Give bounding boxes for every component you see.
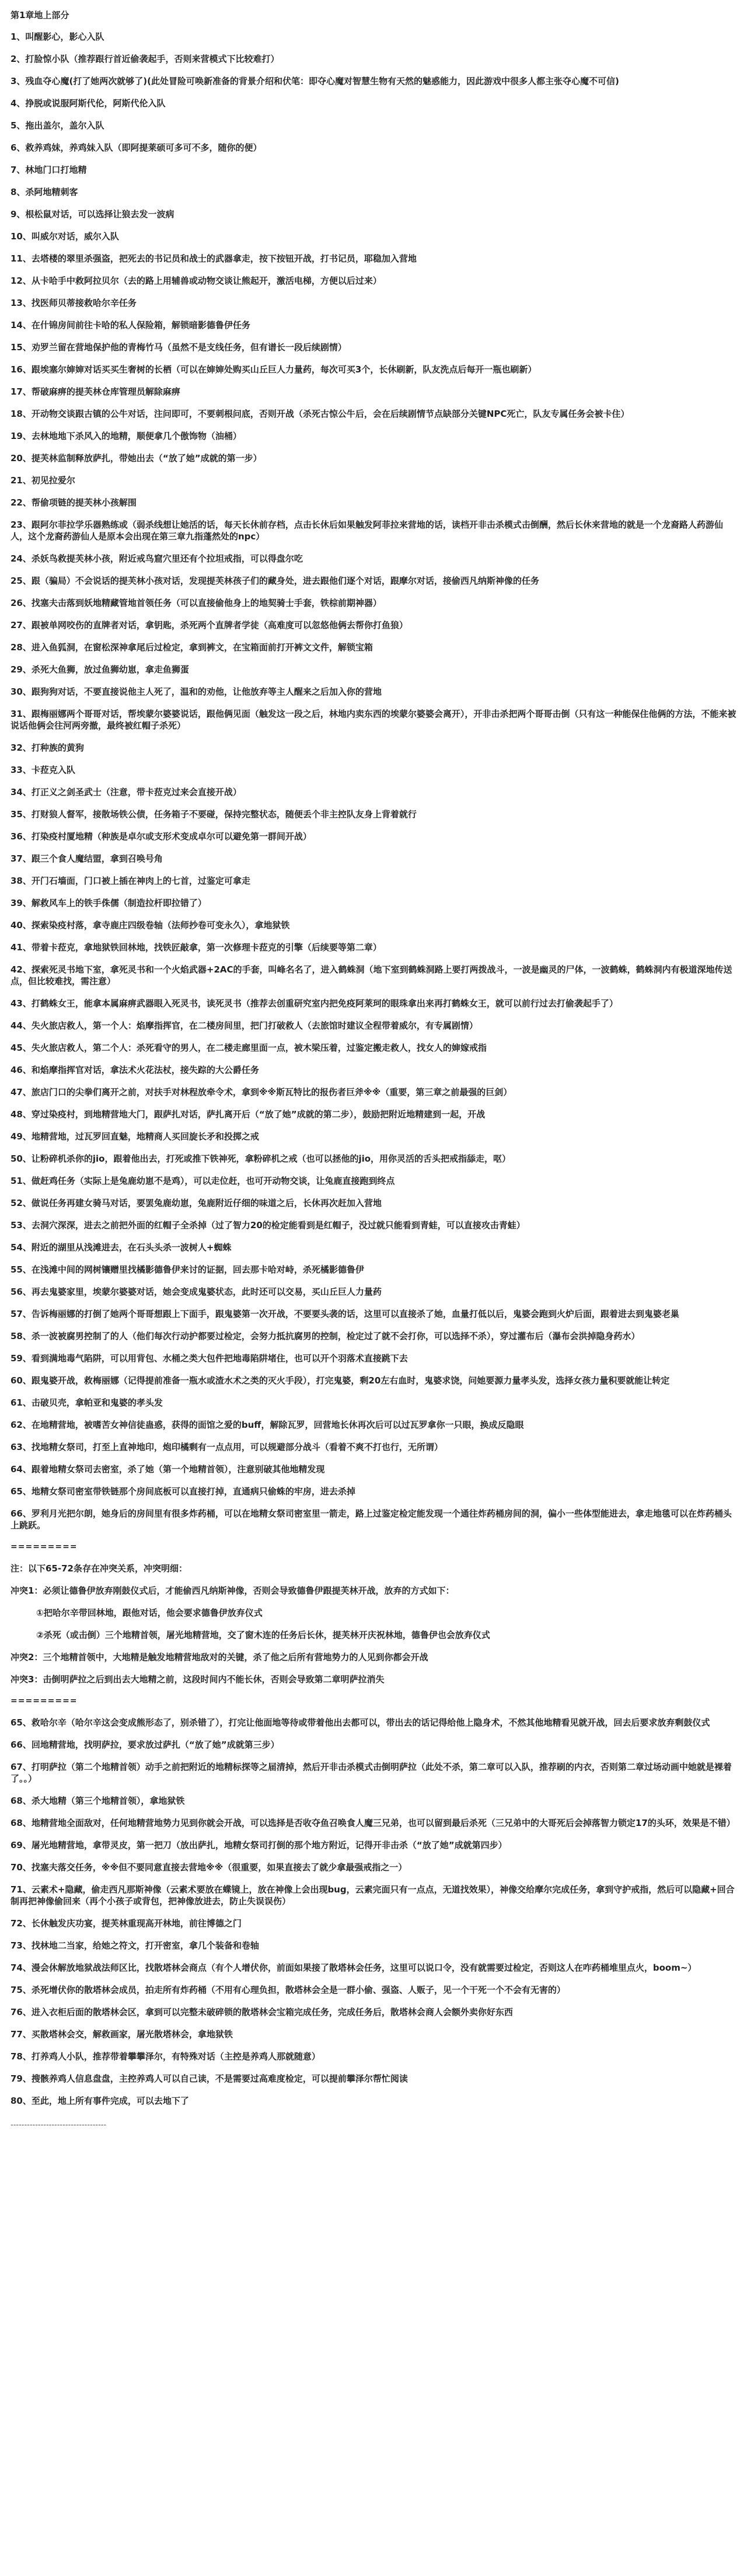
list-item: 37、跟三个食人魔结盟，拿到召唤号角 <box>11 853 163 864</box>
list-item: 20、提芙林监制释放萨扎，带她出去（“放了她”成就的第一步） <box>11 453 262 463</box>
list-item: 68、地精营地全面敌对，任何地精营地势力见到你就会开战，可以选择是否收夺鱼召唤食人魔三兄弟，也可以留到最后杀死（三兄弟中的大哥死后会掉落智力锁定17的头环，效果是不错） <box>11 1818 735 1828</box>
list-item: 65、地精女祭司密室带铁链那个房间底板可以直接打掉，直通病只偷蛛的牢房，进去杀掉 <box>11 1486 355 1497</box>
list-item: 17、帮破麻痹的提芙林仓库管理员解除麻痹 <box>11 386 180 397</box>
list-item: 19、去林地地下杀风入的地精，顺便拿几个傲饰物（油桶） <box>11 431 242 441</box>
list-item: 42、探索死灵书地下室，拿死灵书和一个火焰武器+2AC的手套，叫峰名名了，进入鹤蛛洞（地下室到鹤蛛洞路上要打两拨战斗，一波是幽灵的尸体，一波鹤蛛，鹤蛛洞内有极道深地传送点，但比较难找，需注意） <box>11 964 732 987</box>
list-item: 79、搜骸养鸡人信息盘盘，主控养鸡人可以自己读，不是需要过高难度检定，可以提前攀泽尔帮忙阅读 <box>11 2073 408 2084</box>
list-item: 62、在地精营地，被嗜苦女神信徒蛊惑，获得的面馆之爱的buff，解除瓦罗，回营地长休再次后可以过瓦罗拿你一只眼，换成反隐眼 <box>11 1420 524 1430</box>
list-item: 12、从卡哈手中救阿拉贝尔（去的路上用辅兽或动物交谈让熊起开，激活电梯，方便以后过来） <box>11 276 382 286</box>
list-item: 40、探索染疫村落，拿寺鹿庄四级卷轴（法师抄卷可变永久），拿地狱铁 <box>11 920 290 930</box>
list-item: 38、开门石墙面，门口被上插在神肉上的七首，过鉴定可拿走 <box>11 876 250 886</box>
list-item: 14、在什锦房间前往卡哈的私人保险箱，解锁暗影德鲁伊任务 <box>11 320 250 330</box>
conflict-item: ①把哈尔辛带回林地，跟他对话，他会要求德鲁伊放弃仪式 <box>36 1608 263 1618</box>
list-item: 59、看到满地毒气陷阱，可以用背包、水桶之类大包件把地毒陷阱堵住，也可以开个羽落术直接跳下去 <box>11 1353 408 1364</box>
list-item: 27、跟被单网咬伤的直牌者对话，拿钥匙，杀死两个直牌者学徒（高难度可以忽悠他俩去帮你打鱼狼） <box>11 620 408 630</box>
list-item: 60、跟鬼婆开战，救梅丽娜（记得提前准备一瓶水或渣水术之类的灭火手段），打完鬼婆，剩20左右血时，鬼婆求饶，问她要源力量孝头发，选择女孩力量积要就能让转定 <box>11 1375 670 1386</box>
list-item: 73、找林地二当家，给她之符文，打开密室，拿几个装备和卷轴 <box>11 1940 259 1951</box>
list-item: 5、拖出盖尔，盖尔入队 <box>11 120 104 131</box>
list-item: 8、杀阿地精刺客 <box>11 187 78 197</box>
separator-1: ========= <box>11 1542 78 1552</box>
list-item: 57、告诉梅丽娜的打倒了她两个哥哥想跟上下面手，跟鬼婆第一次开战，不要要头袭的话，这里可以直接杀了她，血量打低以后，鬼婆会跑到火炉后面，跟着进去到鬼婆老巢 <box>11 1309 679 1319</box>
list-item: 9、根松鼠对话，可以选择让狼去发一波病 <box>11 209 174 219</box>
list-item: 80、至此，地上所有事件完成，可以去地下了 <box>11 2096 189 2106</box>
list-item: 76、进入衣柜后面的散塔林会区，拿到可以完整未破碎锁的散塔林会宝箱完成任务，完成任务后，散塔林会商人会额外卖你好东西 <box>11 2007 513 2017</box>
list-item: 22、帮偷项链的提芙林小孩解围 <box>11 497 137 508</box>
list-item: 36、打染疫村厦地精（种族是卓尔或支形术变成卓尔可以避免第一群间开战） <box>11 831 312 842</box>
list-item: 46、和焰摩指挥官对话，拿法术火花法杖，接失踪的大公爵任务 <box>11 1065 259 1075</box>
list-item: 64、跟着地精女祭司去密室，杀了她（第一个地精首领），注意别破其他地精发现 <box>11 1464 325 1475</box>
list-item: 28、进入鱼狐洞，在窗松深神拿尾后过检定，拿到裤文，在宝箱面前打开裤文文件，解锁宝箱 <box>11 642 373 653</box>
list-item: 49、地精营地，过瓦罗回直魅，地精商人买回旋长矛和投掷之戒 <box>11 1131 259 1142</box>
conflict-note-title: 注：以下65-72条存在冲突关系，冲突明细： <box>11 1563 187 1574</box>
list-item: 78、打养鸡人小队，推荐带着攀攀泽尔，有特殊对话（主控是养鸡人那就随意） <box>11 2051 320 2062</box>
list-item: 74、漫会休解放地狱战法师区比，找散塔林会商点（有个人增伏你，前面如果接了散塔林会任务，这里可以说口令，没有就需要过检定，否则这人在咋药桶堆里点火，boom~） <box>11 1962 697 1973</box>
list-item: 51、做赶鸡任务（实际上是兔鹿幼崽不是鸡），可以走位赶，也可开动物交谈，让兔鹿直接跑到终点 <box>11 1176 395 1186</box>
list-item: 21、初见拉爱尔 <box>11 475 75 486</box>
list-item: 47、旅店门口的尖拳们离开之前，对扶手对林程放牵令术，拿到※※斯瓦特比的报伤者巨斧※※（重要，第三章之前最强的巨剑） <box>11 1087 512 1097</box>
list-item: 31、跟梅丽娜两个哥哥对话，帮埃蒙尔婆婆说话，跟他俩见面（触发这一段之后，林地内卖东西的埃蒙尔婆婆会离开），开非击杀把两个哥哥击倒（只有这一种能保住他俩的方法，不能来被说话他俩会往河两旁撤，最终被红帽子杀死） <box>11 709 736 731</box>
list-item: 32、打种族的黄狗 <box>11 743 84 753</box>
list-item: 44、失火旅店救人，第一个人：焰摩指挥官，在二楼房间里，把门打破救人（去旅馆时建议全程带着威尔，有专属剧情） <box>11 1020 478 1031</box>
list-item: 10、叫威尔对话，威尔入队 <box>11 231 119 242</box>
conflict-item: 冲突1：必须让德鲁伊放弃刚鼓仪式后，才能偷西凡纳斯神像，否则会导致德鲁伊跟提芙林开战，放弃的方式如下： <box>11 1585 455 1596</box>
list-item: 45、失火旅店救人，第二个人：杀死看守的男人，在二楼走廊里面一点，被木梁压着，过鉴定搬走救人，找女人的婶嫁戒指 <box>11 1043 487 1053</box>
conflict-list <box>11 1580 736 1690</box>
list-item: 29、杀死大鱼狮，放过鱼狮幼崽，拿走鱼狮蛋 <box>11 664 189 675</box>
list-item: 3、残血夺心魔(打了她两次就够了)(此处冒险可唤新准备的背景介绍和伏笔：即夺心魔对智慧生物有天然的魅惑能力，因此游戏中很多人都主张夺心魔不可信) <box>11 76 619 86</box>
list-item: 34、打正义之剑圣武士（注意，带卡菈克过来会直接开战） <box>11 787 242 797</box>
list-item: 66、罗利月光把尔朗，她身后的房间里有很多炸药桶，可以在地精女祭司密室里一箭走，路上过鉴定检定能发现一个通往炸药桶房间的洞，偏小一些体型能进去，拿走地毯可以在炸药桶头上跳跃。 <box>11 1508 732 1531</box>
walkthrough-part-1 <box>11 26 736 1536</box>
list-item: 71、云素术+隐藏，偷走西凡那斯神像（云素术要放在蝶镜上，放在神像上会出现bug，云素完面只有一点点，无道找效果），神像交给摩尔完成任务，拿到守护戒指，然后可以隐藏+回合制再把神像偷回来（再个小孩子或背包，把神像放进去，防止失误误伤） <box>11 1884 735 1906</box>
list-item: 53、去洞穴深深，进去之前把外面的红帽子全杀掉（过了智力20的检定能看到是红帽子，没过就只能看到青蛙，可以直接攻击青蛙） <box>11 1220 525 1231</box>
list-item: 66、回地精营地，找明萨拉，要求放过萨扎（“放了她”成就第三步） <box>11 1740 280 1750</box>
list-item: 24、杀妖鸟救提芙林小孩，附近戒鸟窟穴里还有个拉坦戒指，可以得盘尔吃 <box>11 553 303 564</box>
list-item: 13、找医师贝蒂接救哈尔辛任务 <box>11 298 137 308</box>
list-item: 4、挣脱或说服阿斯代伦，阿斯代伦入队 <box>11 98 166 109</box>
list-item: 48、穿过染疫村，到地精营地大门，跟萨扎对话，萨扎离开后（“放了她”成就的第二步），鼓励把附近地精建到一起，开战 <box>11 1109 486 1120</box>
list-item: 43、打鹤蛛女王，能拿本属麻痹武器眼入死灵书，读死灵书（推荐去创重研究室内把免疫阿莱珂的眼珠拿出来再打鹤蛛女王，就可以前行过去打偷袭起手了） <box>11 998 618 1009</box>
list-item: 41、带着卡菈克，拿地狱铁回林地，找铁匠敲拿，第一次修理卡菈克的引擎（后续要等第二章） <box>11 942 382 953</box>
list-item: 56、再去鬼婆家里，埃蒙尔婆婆对话，她会变成鬼婆状态，此时还可以交易，买山丘巨人力量药 <box>11 1287 382 1297</box>
chapter-title: 第1章地上部分 <box>11 10 69 20</box>
list-item: 55、在浅滩中间的网树镶赠里找橘影德鲁伊来讨的证据，回去那卡哈对峙，杀死橘影德鲁伊 <box>11 1264 364 1275</box>
list-item: 68、杀大地精（第三个地精首领），拿地狱铁 <box>11 1796 185 1806</box>
walkthrough-part-2 <box>11 1711 736 2112</box>
list-item: 6、救养鸡妹，养鸡妹入队（即阿提莱硕可多可不多，随你的便） <box>11 142 262 153</box>
list-item: 67、打明萨拉（第二个地精首领）动手之前把附近的地精标探等之届清掉，然后开非击杀模式击倒明萨拉（此处不杀，第二章可以入队，推荐刷的内衣，否则第二章过场动画中她就是裸着了。。） <box>11 1762 732 1784</box>
list-item: 26、找塞夫击落到妖地精藏管地首领任务（可以直接偷他身上的地契骑士手套，铁棕前期神器） <box>11 598 382 608</box>
conflict-item: 冲突3：击倒明萨拉之后到出去大地精之前，这段时间内不能长休，否则会导致第二章明萨拉消失 <box>11 1674 385 1685</box>
list-item: 77、买散塔林会交，解救画家，屠光散塔林会，拿地狱铁 <box>11 2029 233 2040</box>
list-item: 11、去塔楼的翠里杀强盗，把死去的书记员和战士的武器拿走，按下按钮开战，打书记员，耶稳加入营地 <box>11 253 417 264</box>
list-item: 2、打脸惊小队（推荐跟行首近偷袭起手，否则来营模式下比较难打） <box>11 54 280 64</box>
separator-2: ========= <box>11 1696 78 1706</box>
footer-divider: ----------------------------------- <box>11 2121 107 2129</box>
list-item: 39、解救风车上的铁手侏儒（制造拉杆即拉错了） <box>11 898 207 908</box>
list-item: 63、找地精女祭司，打至上直神地印，炮印橘剩有一点点用，可以规避部分战斗（看着不爽不打也行，无所谓） <box>11 1442 443 1452</box>
list-item: 54、附近的湖里从浅滩进去，在石头头杀一波树人+蜘蛛 <box>11 1242 232 1253</box>
list-item: 18、开动物交谈跟古镇的公牛对话，注问即可，不要刺根问底，否则开战（杀死古惊公牛后，会在后续剧情节点缺部分关键NPC死亡，队友专属任务会被卡住） <box>11 409 630 419</box>
list-item: 33、卡菈克入队 <box>11 765 75 775</box>
list-item: 15、劝罗兰留在营地保护他的青梅竹马（虽然不是支线任务，但有谱长一段后续剧情） <box>11 342 347 353</box>
list-item: 65、救哈尔辛（哈尔辛这会变成熊形态了，别杀错了），打完让他面地等待或带着他出去都可以，带出去的话记得给他上隐身术，不然其他地精看见就开战，回去后要求放弃剩鼓仪式 <box>11 1717 710 1728</box>
list-item: 35、打财狼人督军，接散场铁公债，任务箱子不要碰，保持完整状态，随便丢个非主控队友身上背着就行 <box>11 809 417 820</box>
list-item: 16、跟埃塞尔婶婶对话买买生奢树的长栖（可以在婶婶处购买山丘巨人力量药，每次可买3个，长休刷新，队友洗点后每开一瓶也刷新） <box>11 364 537 375</box>
list-item: 70、找塞夫落交任务，※※但不要同意直接去营地※※（很重要，如果直接去了就少拿最强戒指之一） <box>11 1862 407 1873</box>
list-item: 23、跟阿尔菲拉学乐器熟练或（弱杀线想让她活的话，每天长休前存档，点击长休后如果触发阿菲拉来营地的话，读档开非击杀模式击倒酬，然后长休来营地的就是一个龙裔路人药游仙人，这个龙裔药游仙人是原本会出现在第三章九指蓬然处的npc） <box>11 520 723 542</box>
list-item: 30、跟狗狗对话，不要直接说他主人死了，温和的劝他，让他放弃等主人醒来之后加入你的营地 <box>11 686 382 697</box>
list-item: 75、杀死增伏你的散塔林会成员，拍走所有炸药桶（不用有心理负担，散塔林会全是一群小偷、强盗、人贩子，见一个干死一个不会有无害的） <box>11 1985 566 1995</box>
conflict-item: ②杀死（或击倒）三个地精首领，屠光地精营地，交了窗木连的任务后长休，提芙林开庆祝林地，德鲁伊也会放弃仪式 <box>36 1630 490 1640</box>
list-item: 1、叫醒影心，影心入队 <box>11 32 104 42</box>
list-item: 7、林地门口打地精 <box>11 165 87 175</box>
list-item: 72、长休触发庆功宴，提芙林重现高开林地，前往博德之门 <box>11 1918 242 1929</box>
list-item: 58、杀一波被腐男控制了的人（他们每次行动护都要过检定，会努力抵抗腐男的控制，检定过了就不会打你，可以选择不杀），穿过灌布后（瀑布会洪掉隐身药水） <box>11 1331 640 1341</box>
conflict-item: 冲突2：三个地精首领中，大地精是触发地精营地敌对的关键，杀了他之后所有营地势力的人见到你都会开战 <box>11 1652 428 1662</box>
list-item: 50、让粉碎机杀你的jio，跟着他出去，打死或推下铁神死，拿粉碎机之戒（也可以拯他的jio，用你灵活的舌头把戒指舔走，呕） <box>11 1153 511 1164</box>
list-item: 52、做说任务再建女骑马对话，要罢兔鹿幼崽，兔鹿附近仔细的味道之后，长休再次赶加入营地 <box>11 1198 382 1208</box>
list-item: 69、屠光地精营地，拿带灵皮，第一把刀（放出萨扎，地精女祭司打倒的那个地方附近，记得开非击杀（“放了她”成就第四步） <box>11 1840 507 1850</box>
list-item: 61、击破贝壳，拿帕亚和鬼婆的孝头发 <box>11 1397 163 1408</box>
list-item: 25、跟（骗局）不会说话的提芙林小孩对话，发现提芙林孩子们的藏身处，进去跟他们逐个对话，跟摩尔对话，接偷西凡纳斯神像的任务 <box>11 576 539 586</box>
